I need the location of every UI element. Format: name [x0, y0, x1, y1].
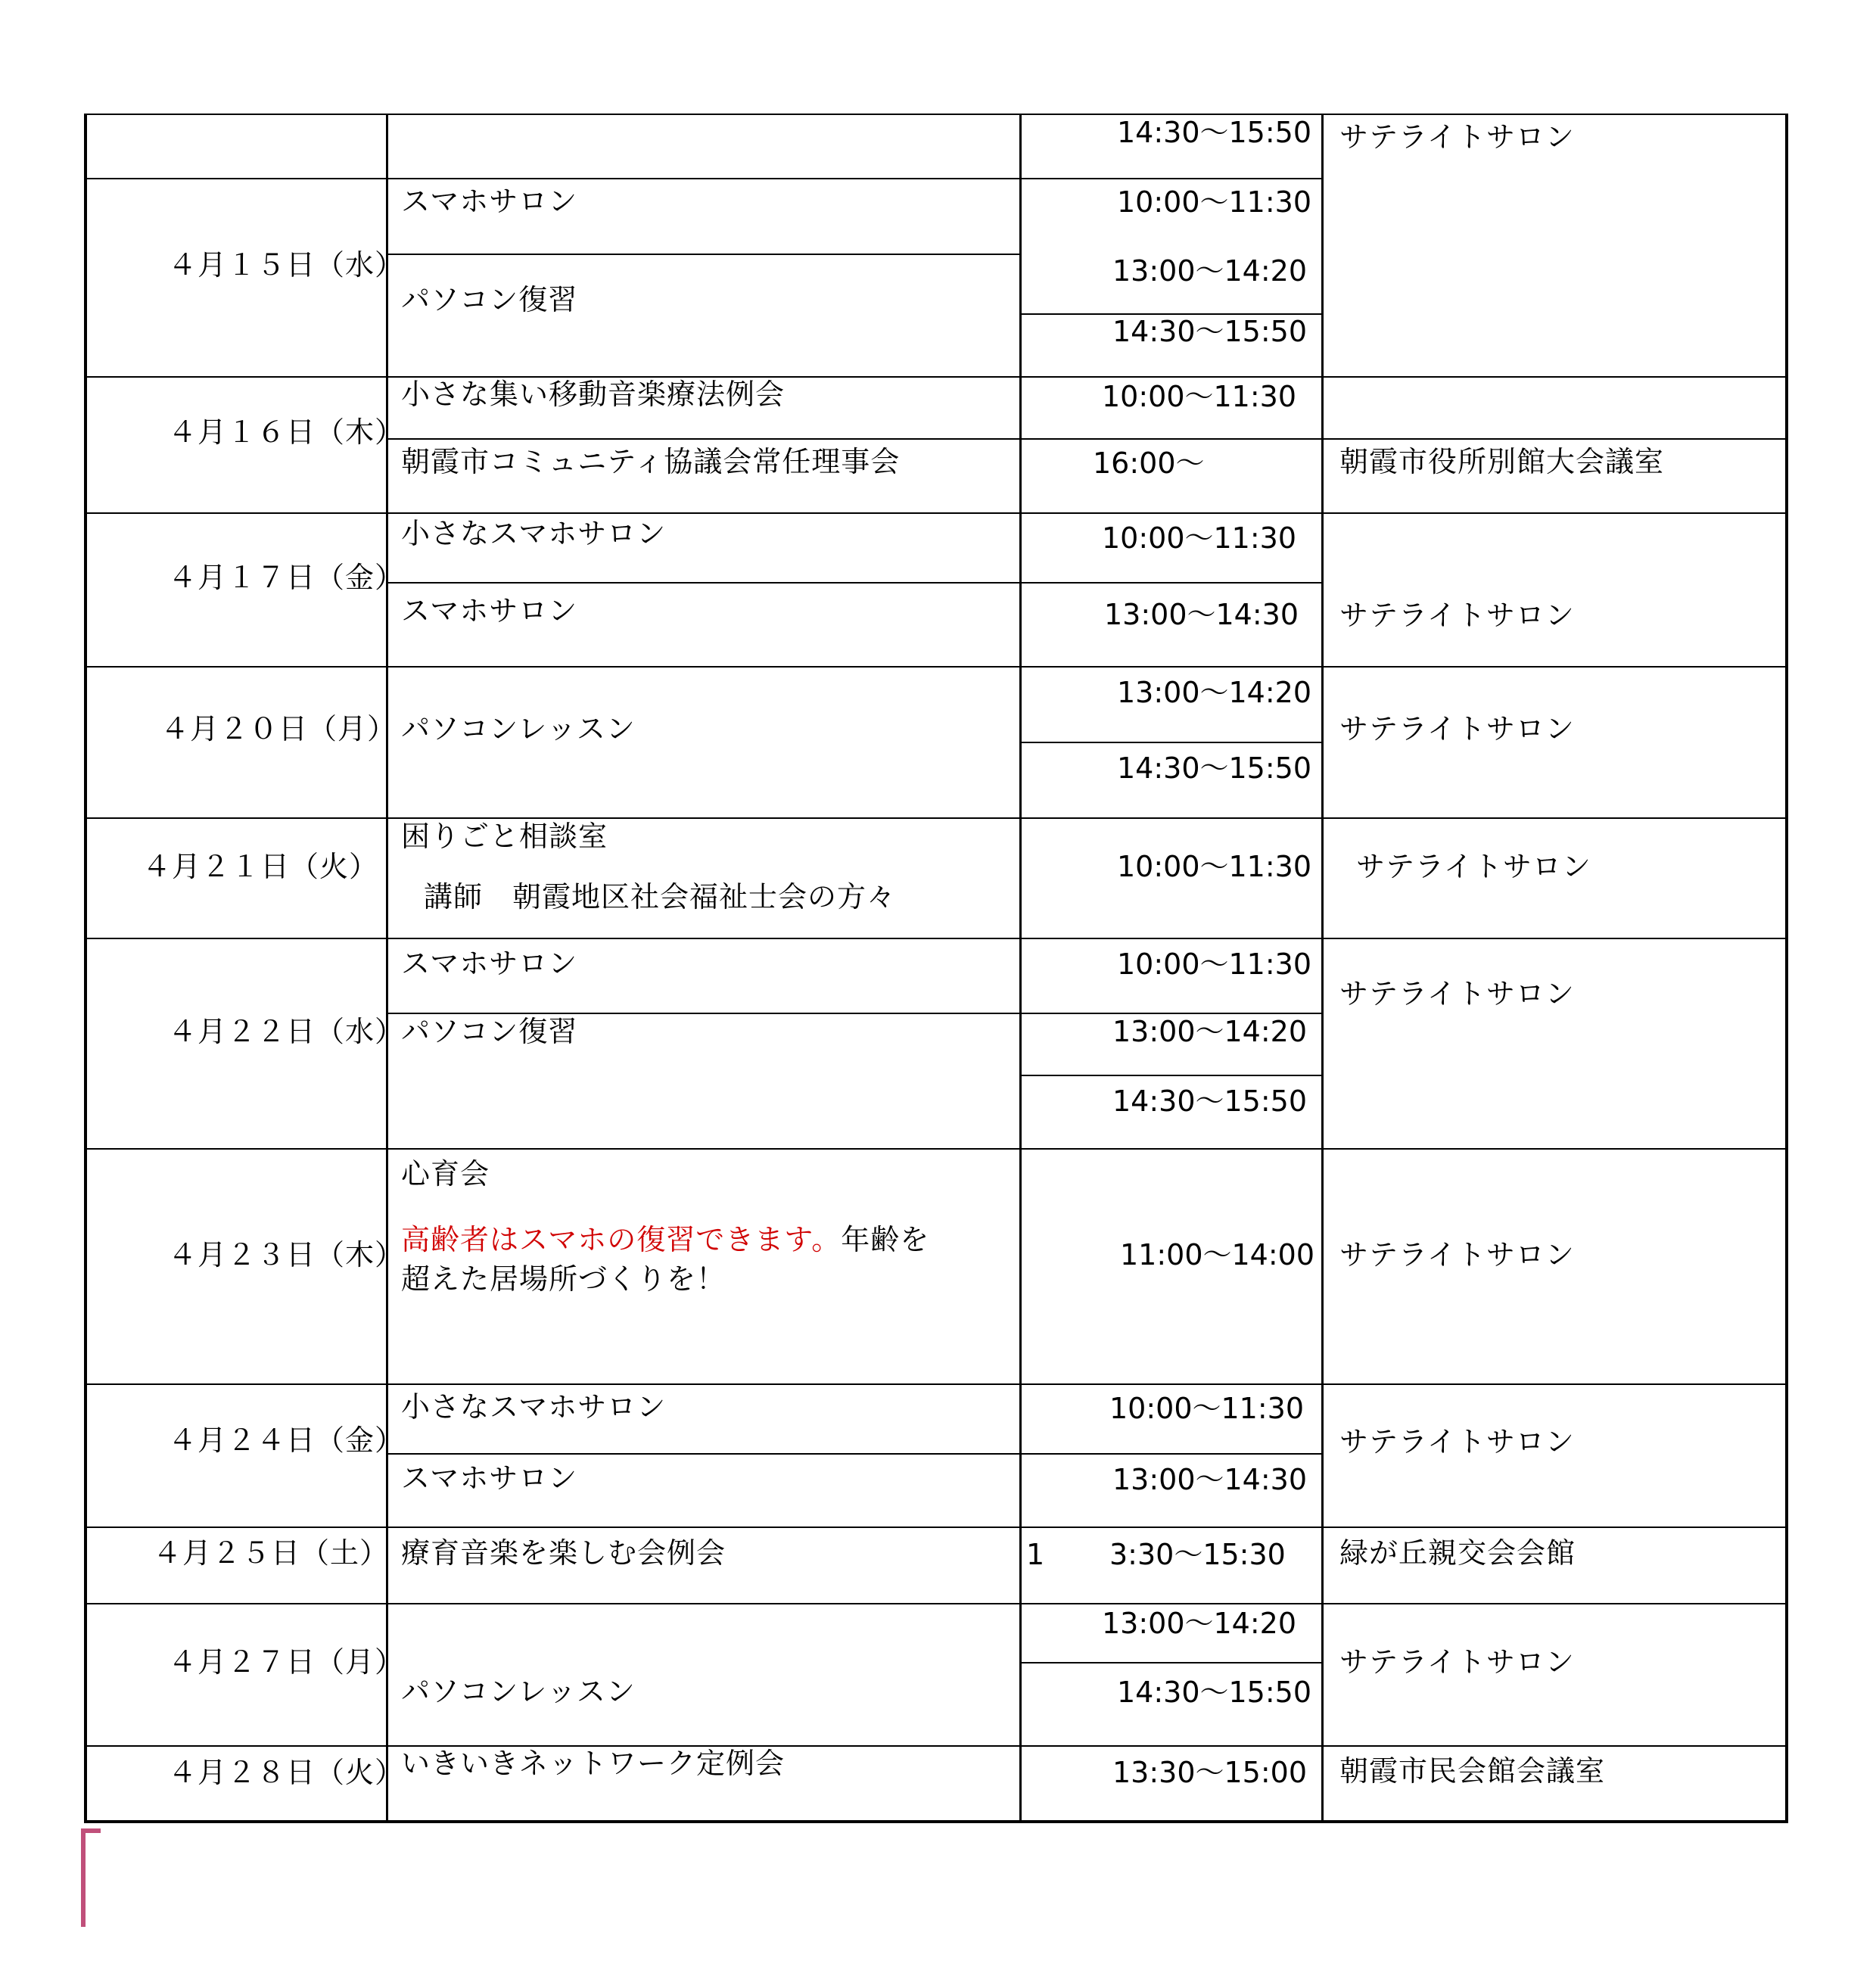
event-cell: パソコンレッスン [401, 1675, 636, 1708]
date-cell: ４月２１日（火） [142, 850, 379, 883]
event-cell: スマホサロン [401, 1461, 578, 1495]
highlight-text: 高齢者はスマホの復習できます。 [401, 1223, 842, 1256]
venue-cell: サテライトサロン [1339, 120, 1575, 154]
time-cell: 13:30〜15:00 [1112, 1756, 1308, 1789]
margin-mark [81, 1828, 101, 1833]
venue-cell: 朝霞市民会館会議室 [1339, 1754, 1606, 1788]
date-cell: ４月２７日（月） [168, 1645, 405, 1679]
venue-cell: 緑が丘親交会会館 [1339, 1536, 1576, 1570]
event-cell: 小さな集い移動音楽療法例会 [401, 378, 786, 411]
date-cell: ４月２２日（水） [168, 1015, 405, 1048]
table-left-border [84, 114, 87, 1821]
date-cell: ４月１５日（水） [168, 248, 405, 282]
cell-divider [387, 438, 1788, 440]
event-cell: 困りごと相談室 [401, 820, 608, 853]
event-note: 講師 朝霞地区社会福祉士会の方々 [424, 880, 897, 913]
row-divider [84, 178, 1323, 179]
time-cell: 10:00〜11:30 [1117, 948, 1312, 981]
time-prefix: 1 [1026, 1538, 1045, 1571]
time-cell: 14:30〜15:50 [1117, 752, 1312, 785]
row-divider [84, 1527, 1788, 1528]
venue-cell: サテライトサロン [1356, 850, 1591, 883]
description-text: 年齢を [841, 1223, 930, 1256]
row-divider [84, 817, 1788, 819]
time-cell: 13:00〜14:20 [1112, 1015, 1308, 1048]
time-cell: 14:30〜15:50 [1117, 1676, 1312, 1709]
event-cell: パソコン復習 [401, 1015, 578, 1048]
event-cell: 小さなスマホサロン [401, 517, 667, 550]
venue-cell: 朝霞市役所別館大会議室 [1339, 445, 1665, 478]
event-cell: 朝霞市コミュニティ協議会常任理事会 [401, 445, 901, 478]
time-cell: 13:00〜14:20 [1112, 254, 1308, 288]
event-cell: 小さなスマホサロン [401, 1390, 667, 1424]
event-cell: スマホサロン [401, 185, 578, 218]
date-cell: ４月２５日（土） [153, 1536, 390, 1570]
row-divider [84, 1383, 1788, 1385]
row-divider [84, 938, 1788, 939]
time-cell: 14:30〜15:50 [1117, 116, 1312, 149]
row-divider [84, 1745, 1788, 1747]
time-cell: 16:00〜 [1093, 447, 1205, 480]
cell-divider [1021, 1662, 1322, 1663]
venue-cell: サテライトサロン [1339, 1425, 1575, 1458]
date-cell: ４月１６日（木） [168, 415, 405, 449]
venue-cell: サテライトサロン [1339, 977, 1575, 1010]
time-cell: 10:00〜11:30 [1102, 521, 1297, 555]
time-cell: 13:00〜14:30 [1112, 1463, 1308, 1496]
table-right-border [1785, 114, 1788, 1821]
venue-cell: サテライトサロン [1339, 712, 1575, 745]
time-cell: 13:00〜14:30 [1104, 598, 1299, 631]
time-cell: 13:00〜14:20 [1102, 1607, 1297, 1640]
row-divider [84, 666, 1788, 668]
time-cell: 3:30〜15:30 [1109, 1538, 1286, 1571]
row-divider [84, 512, 1788, 514]
margin-mark [81, 1828, 86, 1927]
event-description [401, 1222, 929, 1257]
cell-divider [1021, 1075, 1322, 1076]
time-cell: 10:00〜11:30 [1109, 1392, 1305, 1425]
row-divider [84, 376, 1788, 378]
time-cell: 10:00〜11:30 [1117, 185, 1312, 219]
time-cell: 10:00〜11:30 [1102, 380, 1297, 413]
event-cell: 心育会 [401, 1157, 490, 1190]
venue-cell: サテライトサロン [1339, 1645, 1575, 1679]
column-divider [1019, 114, 1022, 1821]
time-cell: 14:30〜15:50 [1112, 315, 1308, 348]
date-cell: ４月２４日（金） [168, 1424, 405, 1457]
table-top-border [84, 114, 1788, 115]
event-cell: スマホサロン [401, 947, 578, 980]
event-cell: パソコン復習 [401, 283, 578, 316]
event-cell: いきいきネットワーク定例会 [401, 1747, 786, 1780]
cell-divider [387, 582, 1322, 584]
date-cell: ４月１７日（金） [168, 561, 405, 594]
time-cell: 14:30〜15:50 [1112, 1085, 1308, 1118]
table-bottom-border [84, 1820, 1788, 1823]
column-divider [1321, 114, 1324, 1821]
venue-cell: サテライトサロン [1339, 599, 1575, 632]
date-cell: ４月２８日（火） [168, 1756, 405, 1789]
date-cell: ４月２３日（木） [168, 1238, 405, 1271]
event-cell: 療育音楽を楽しむ会例会 [401, 1536, 726, 1570]
row-divider [84, 1148, 1788, 1150]
time-cell: 11:00〜14:00 [1120, 1238, 1315, 1271]
event-cell: スマホサロン [401, 594, 578, 627]
time-cell: 10:00〜11:30 [1117, 850, 1312, 883]
event-cell: パソコンレッスン [401, 712, 636, 745]
venue-cell: サテライトサロン [1339, 1238, 1575, 1271]
event-description: 超えた居場所づくりを！ [401, 1262, 726, 1296]
cell-divider [387, 1453, 1322, 1455]
cell-divider [387, 254, 1020, 255]
date-cell: ４月２０日（月） [160, 712, 397, 745]
row-divider [84, 1603, 1788, 1604]
time-cell: 13:00〜14:20 [1117, 676, 1312, 709]
cell-divider [1021, 742, 1322, 743]
